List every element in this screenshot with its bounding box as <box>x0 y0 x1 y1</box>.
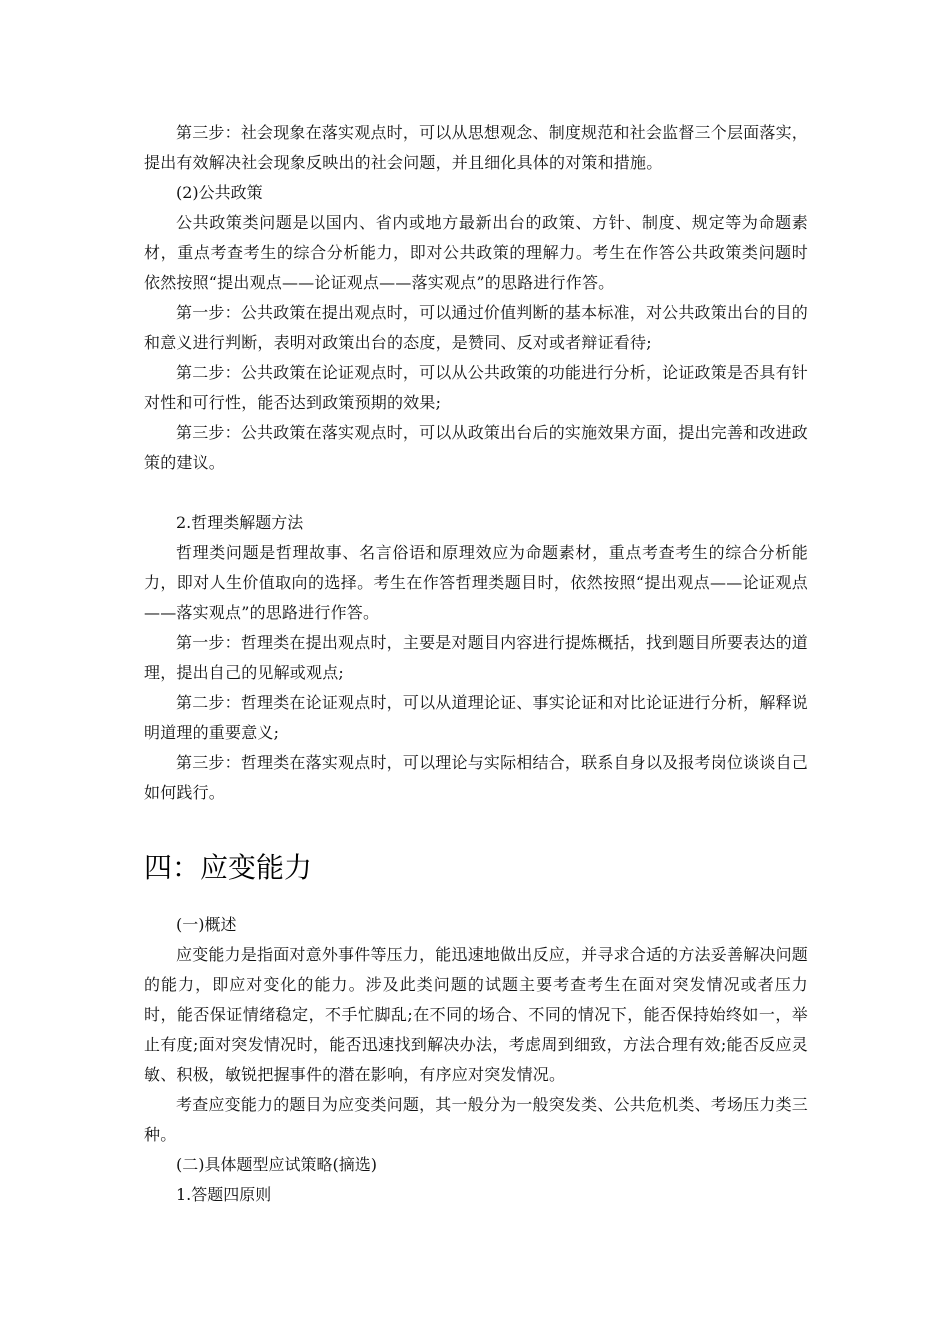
strategy-subheading: (二)具体题型应试策略(摘选) <box>176 1155 377 1174</box>
blank-line <box>144 478 808 508</box>
document-page <box>144 118 808 1210</box>
public-policy-step1-paragraph: 第一步：公共政策在提出观点时，可以通过价值判断的基本标准，对公共政策出台的目的和意义进行判断，表明对政策出台的态度，是赞同、反对或者辩证看待; <box>144 303 808 352</box>
principles-subheading: 1.答题四原则 <box>176 1185 272 1204</box>
public-policy-step2-paragraph: 第二步：公共政策在论证观点时，可以从公共政策的功能进行分析，论证政策是否具有针对性和可行性，能否达到政策预期的效果; <box>144 363 808 412</box>
philosophy-step2-paragraph: 第二步：哲理类在论证观点时，可以从道理论证、事实论证和对比论证进行分析，解释说明道理的重要意义; <box>144 693 808 742</box>
philosophy-intro-paragraph: 哲理类问题是哲理故事、名言俗语和原理效应为命题素材，重点考查考生的综合分析能力，即对人生价值取向的选择。考生在作答哲理类题目时，依然按照“提出观点——论证观点——落实观点”的思路进行作答。 <box>144 543 808 622</box>
overview-paragraph-2: 考查应变能力的题目为应变类问题，其一般分为一般突发类、公共危机类、考场压力类三种。 <box>144 1095 808 1144</box>
public-policy-intro-paragraph: 公共政策类问题是以国内、省内或地方最新出台的政策、方针、制度、规定等为命题素材，重点考查考生的综合分析能力，即对公共政策的理解力。考生在作答公共政策类问题时依然按照“提出观点——论证观点——落实观点”的思路进行作答。 <box>144 213 808 292</box>
philosophy-step3-paragraph: 第三步：哲理类在落实观点时，可以理论与实际相结合，联系自身以及报考岗位谈谈自己如何践行。 <box>144 753 808 802</box>
social-step3-paragraph: 第三步：社会现象在落实观点时，可以从思想观念、制度规范和社会监督三个层面落实，提出有效解决社会现象反映出的社会问题，并且细化具体的对策和措施。 <box>144 123 808 172</box>
overview-paragraph-1: 应变能力是指面对意外事件等压力，能迅速地做出反应，并寻求合适的方法妥善解决问题的能力，即应对变化的能力。涉及此类问题的试题主要考查考生在面对突发情况或者压力时，能否保证情绪稳定，不手忙脚乱;在不同的场合、不同的情况下，能否保持始终如一，举止有度;面对突发情况时，能否迅速找到解决办法，考虑周到细致，方法合理有效;能否反应灵敏、积极，敏锐把握事件的潜在影响，有序应对突发情况。 <box>144 945 808 1084</box>
public-policy-subheading: (2)公共政策 <box>176 183 263 202</box>
overview-subheading: (一)概述 <box>176 915 237 934</box>
philosophy-method-subheading: 2.哲理类解题方法 <box>176 513 304 532</box>
philosophy-step1-paragraph: 第一步：哲理类在提出观点时，主要是对题目内容进行提炼概括，找到题目所要表达的道理，提出自己的见解或观点; <box>144 633 808 682</box>
section-heading-adaptability: 四：应变能力 <box>144 851 313 884</box>
public-policy-step3-paragraph: 第三步：公共政策在落实观点时，可以从政策出台后的实施效果方面，提出完善和改进政策的建议。 <box>144 423 808 472</box>
